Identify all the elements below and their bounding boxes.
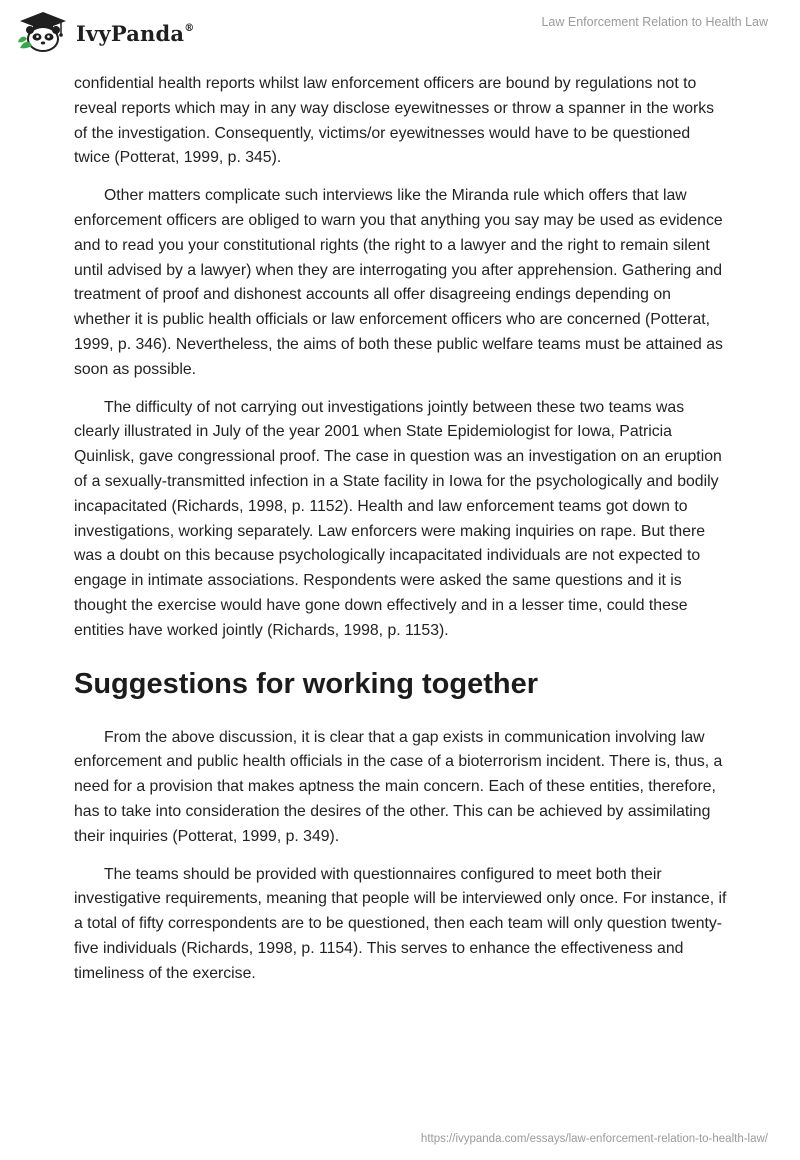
paragraph: confidential health reports whilst law enforcement officers are bound by regulations not to reveal reports which may in any way disclose eyewitnesses or throw a spanner in the works of the investigation. Consequently, victims/or eyewitnesses would have to be questioned twice (Potterat, 1999, p. 345). bbox=[74, 75, 715, 167]
paragraph: The difficulty of not carrying out investigations jointly between these two teams was clearly illustrated in July of the year 2001 when State Epidemiologist for Iowa, Patricia Quinlisk, gave congressional proof. The case in question was an investigation on an eruption of a sexually-transmitted infection in a State facility in Iowa for the psychologically and bodily incapacitated (Richards, 1998, p. 1152). Health and law enforcement teams got down to investigations, working separately. Law enforcers were making inquiries on rape. But there was a doubt on this because psychologically incapacitated individuals are not expected to engage in intimate associations. Respondents were asked the same questions and it is thought the exercise would have gone down effectively and in a lesser time, could these entities have worked jointly (Richards, 1998, p. 1153). bbox=[74, 398, 722, 639]
page-header bbox=[0, 0, 800, 64]
source-url[interactable]: https://ivypanda.com/essays/law-enforcement-relation-to-health-law/ bbox=[420, 1133, 768, 1145]
paragraph: The teams should be provided with questionnaires configured to meet both their investigative requirements, meaning that people will be interviewed only once. For instance, if a total of fifty correspondents are to be questioned, then each team will only question twenty-five individuals (Richards, 1998, p. 1154). This serves to enhance the effectiveness and timeliness of the exercise. bbox=[74, 865, 727, 982]
panda-graduate-icon bbox=[16, 10, 70, 52]
essay-body bbox=[74, 72, 728, 1000]
ivypanda-logo[interactable] bbox=[16, 10, 194, 52]
registered-mark: ® bbox=[184, 22, 195, 34]
brand-name: IvyPanda® bbox=[76, 20, 195, 46]
section-heading: Suggestions for working together bbox=[74, 667, 539, 700]
paragraph: From the above discussion, it is clear that a gap exists in communication involving law enforcement and public health officials in the case of a bioterrorism incident. There is, thus, a need for a provision that makes aptness the main concern. Each of these entities, therefore, has to take into consideration the desires of the other. This can be achieved by assimilating their inquiries (Potterat, 1999, p. 349). bbox=[74, 728, 723, 845]
document-title: Law Enforcement Relation to Health Law bbox=[541, 15, 768, 29]
paragraph: Other matters complicate such interviews like the Miranda rule which offers that law enforcement officers are obliged to warn you that anything you say may be used as evidence and to read you your constitutional rights (the right to a lawyer and the right to remain silent until advised by a lawyer) when they are interrogating you after apprehension. Gathering and treatment of proof and dishonest accounts all offer disagreeing endings depending on whether it is public health officials or law enforcement officers who are concerned (Potterat, 1999, p. 346). Nevertheless, the aims of both these public welfare teams must be attained as soon as possible. bbox=[74, 187, 723, 378]
